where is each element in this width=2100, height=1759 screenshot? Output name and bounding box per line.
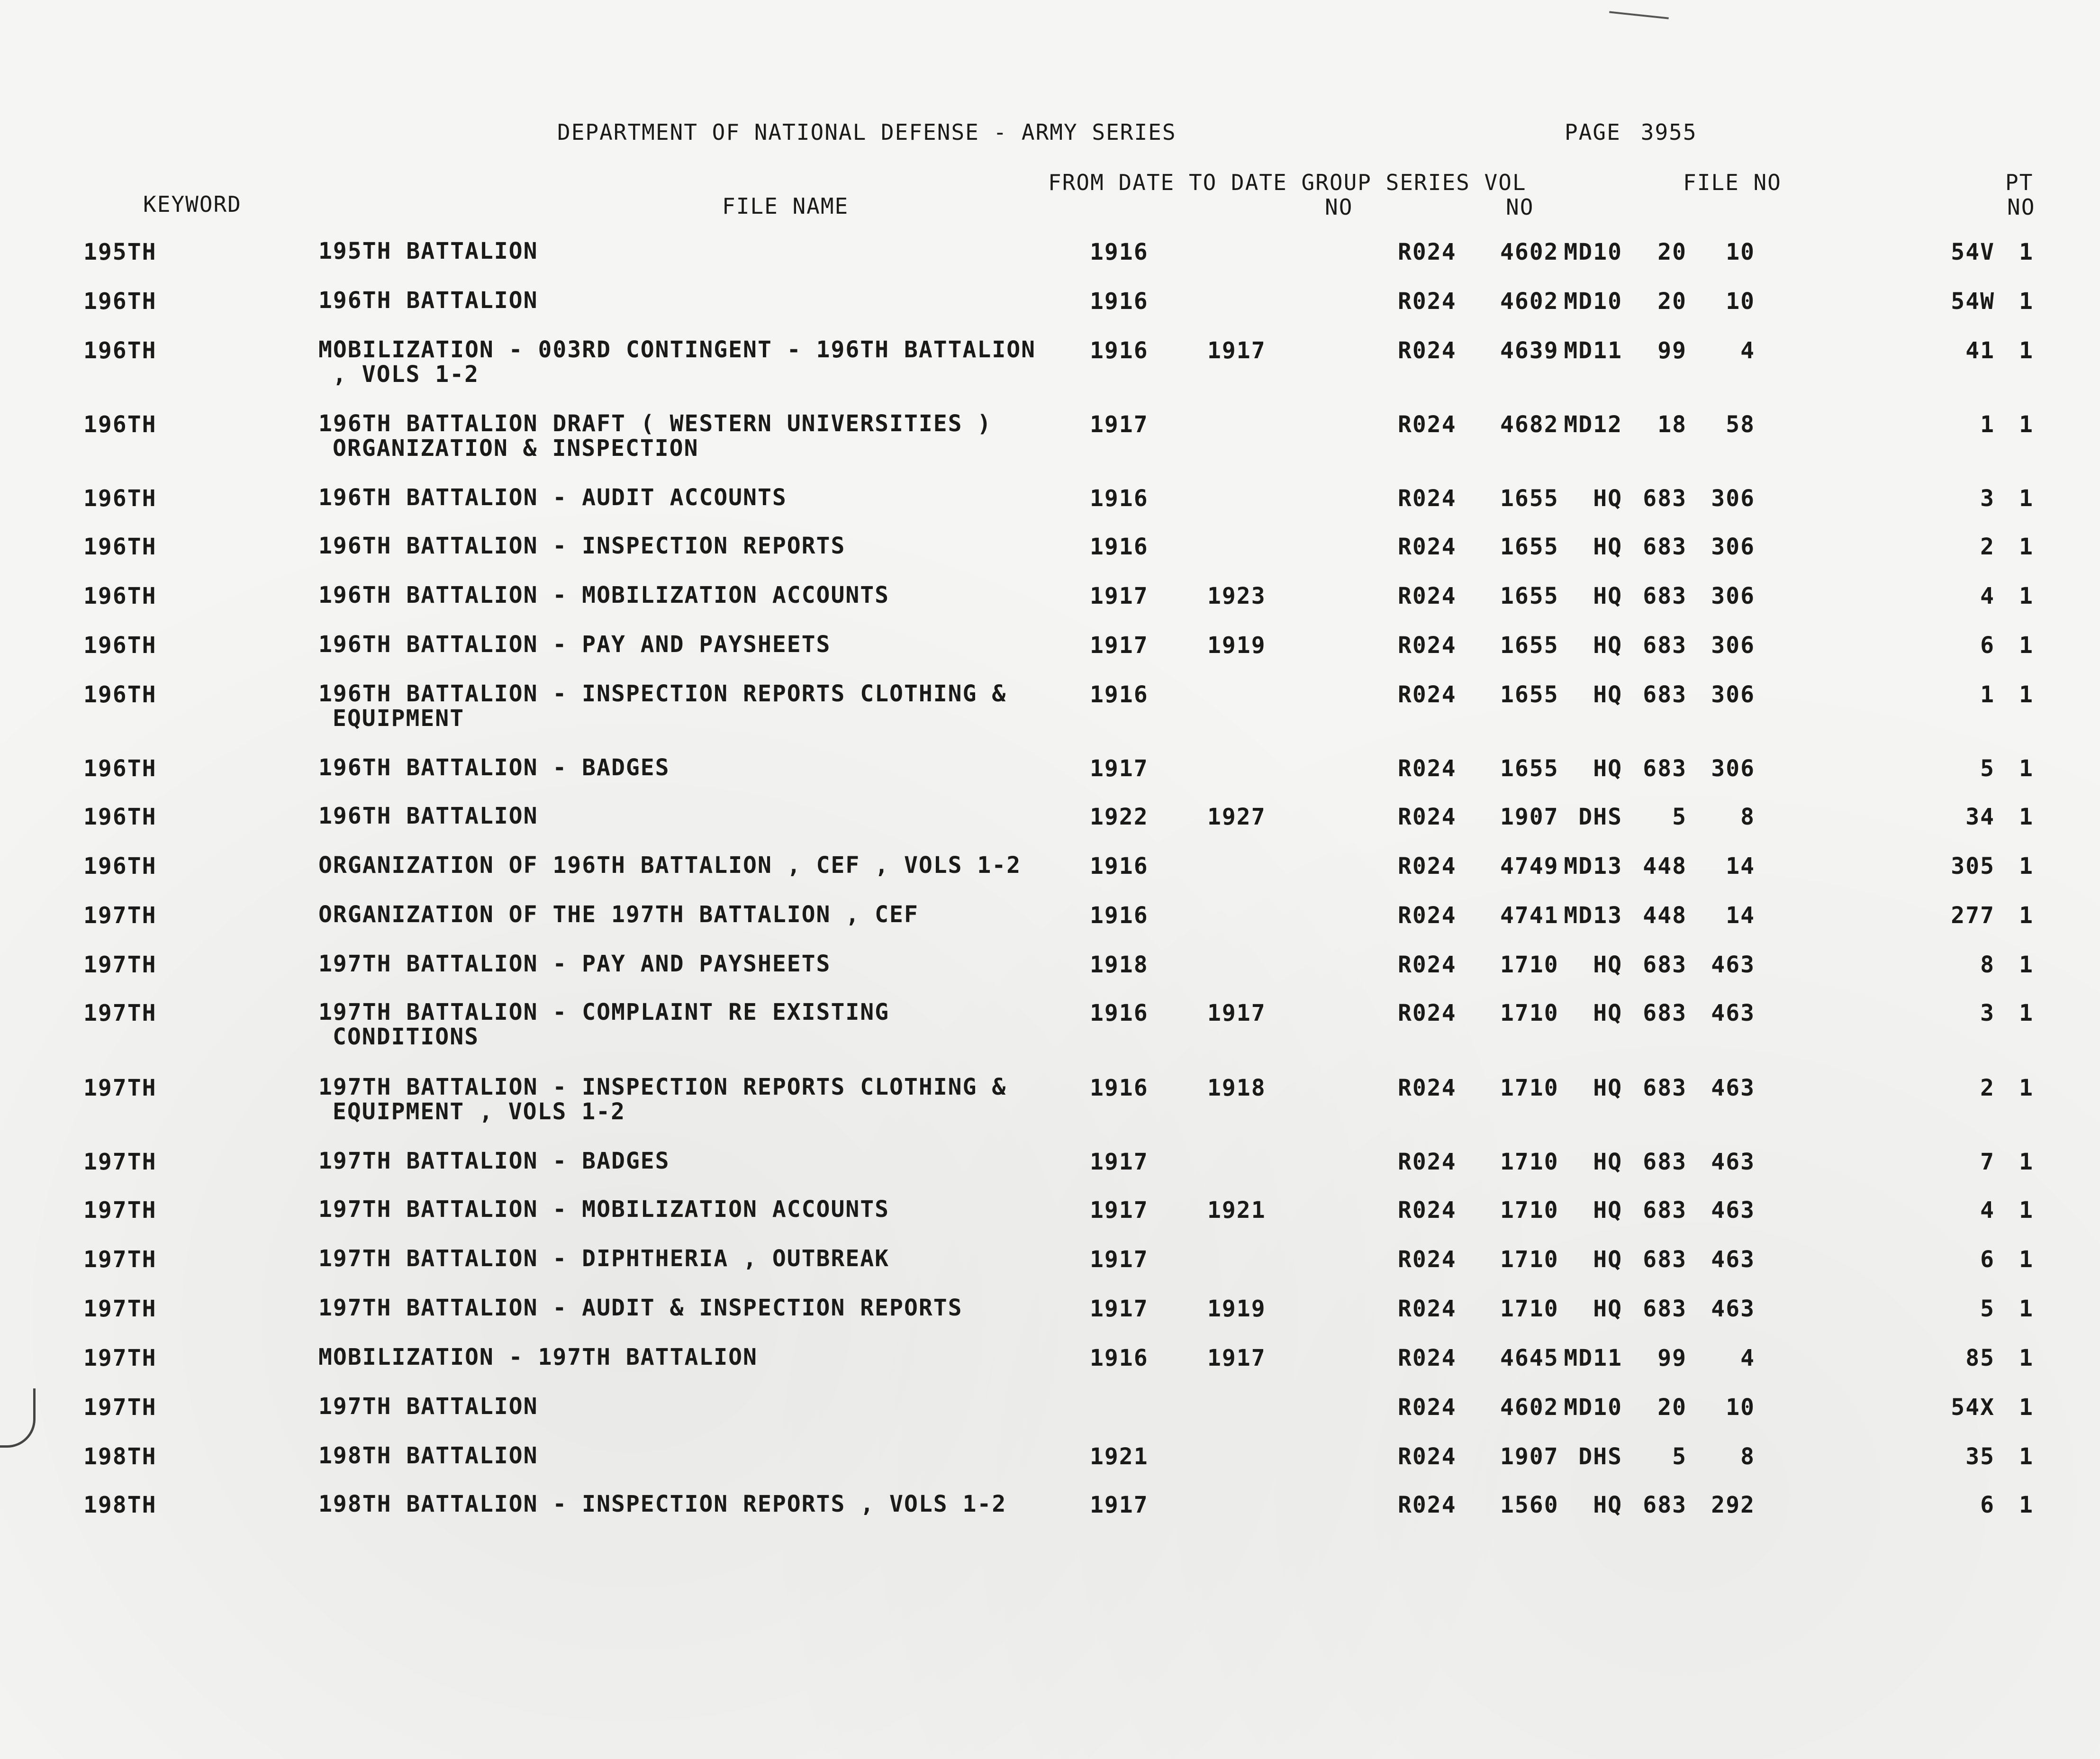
row-pt-no: 1 xyxy=(2019,337,2034,364)
row-file-no-part1: HQ xyxy=(1593,632,1622,659)
row-from-date: 1921 xyxy=(1090,1443,1149,1470)
row-pt-no: 1 xyxy=(2019,1394,2034,1421)
row-file-no-part3: 463 xyxy=(1711,1075,1755,1101)
row-file-name-line1: 198TH BATTALION - INSPECTION REPORTS , VOLS 1-2 xyxy=(318,1491,1007,1517)
row-vol-no: 4682 xyxy=(1500,411,1559,438)
row-pt-no: 1 xyxy=(2019,1246,2034,1273)
row-keyword: 196TH xyxy=(83,534,157,560)
row-file-name-line1: 196TH BATTALION - INSPECTION REPORTS xyxy=(318,533,846,559)
row-to-date: 1921 xyxy=(1207,1197,1266,1224)
row-series: R024 xyxy=(1398,583,1457,609)
row-file-no-part2: 99 xyxy=(1657,337,1687,364)
row-series: R024 xyxy=(1398,952,1457,978)
row-file-name-line1: 196TH BATTALION - MOBILIZATION ACCOUNTS xyxy=(318,582,890,608)
row-file-no-part3: 463 xyxy=(1711,1296,1755,1322)
row-from-date: 1916 xyxy=(1090,485,1149,512)
row-from-date: 1917 xyxy=(1090,632,1149,659)
row-file-no-part4: 6 xyxy=(1980,1246,1995,1273)
row-file-no-part3: 306 xyxy=(1711,681,1755,708)
row-file-no-part2: 99 xyxy=(1657,1345,1687,1371)
row-keyword: 198TH xyxy=(83,1492,157,1518)
row-from-date: 1916 xyxy=(1090,239,1149,265)
row-file-no-part3: 10 xyxy=(1726,288,1755,315)
column-header-pt: PT xyxy=(2005,170,2034,195)
row-file-no-part4: 34 xyxy=(1965,804,1995,830)
row-file-no-part1: HQ xyxy=(1593,1197,1622,1224)
row-vol-no: 1710 xyxy=(1500,952,1559,978)
row-file-name xyxy=(318,1296,963,1320)
row-file-no-part3: 14 xyxy=(1726,853,1755,880)
row-pt-no: 1 xyxy=(2019,1492,2034,1518)
row-series: R024 xyxy=(1398,485,1457,512)
row-vol-no: 1655 xyxy=(1500,681,1559,708)
row-pt-no: 1 xyxy=(2019,1443,2034,1470)
row-file-no-part3: 306 xyxy=(1711,755,1755,782)
row-series: R024 xyxy=(1398,1246,1457,1273)
row-file-no-part2: 683 xyxy=(1643,681,1687,708)
row-file-no-part4: 6 xyxy=(1980,632,1995,659)
row-file-name xyxy=(318,1246,889,1271)
row-keyword: 197TH xyxy=(83,1296,157,1322)
row-file-no-part2: 448 xyxy=(1643,853,1687,880)
row-file-name xyxy=(318,1394,538,1419)
row-file-name xyxy=(318,288,538,313)
row-file-no-part1: HQ xyxy=(1593,485,1622,512)
row-file-no-part2: 683 xyxy=(1643,1197,1687,1224)
row-file-name-line1: 197TH BATTALION - AUDIT & INSPECTION REPORTS xyxy=(318,1295,963,1321)
row-file-name xyxy=(318,534,845,558)
row-pt-no: 1 xyxy=(2019,411,2034,438)
row-file-no-part1: HQ xyxy=(1593,583,1622,609)
row-file-no-part4: 305 xyxy=(1951,853,1995,880)
row-file-name-line1: 197TH BATTALION xyxy=(318,1393,538,1420)
row-file-no-part2: 683 xyxy=(1643,534,1687,560)
row-file-name-line2: CONDITIONS xyxy=(333,1024,479,1050)
page-label: PAGE xyxy=(1565,119,1621,145)
row-keyword: 197TH xyxy=(83,1075,157,1101)
row-file-no-part1: HQ xyxy=(1593,755,1622,782)
row-file-no-part4: 3 xyxy=(1980,485,1995,512)
row-keyword: 196TH xyxy=(83,681,157,708)
row-from-date: 1916 xyxy=(1090,288,1149,315)
row-keyword: 196TH xyxy=(83,337,157,364)
row-pt-no: 1 xyxy=(2019,1149,2034,1175)
page-number-label xyxy=(1565,119,1697,145)
row-file-name xyxy=(318,755,670,780)
row-file-name-line2: EQUIPMENT , VOLS 1-2 xyxy=(333,1098,625,1125)
row-file-no-part1: MD13 xyxy=(1564,902,1622,929)
row-from-date: 1917 xyxy=(1090,1246,1149,1273)
row-keyword: 196TH xyxy=(83,485,157,512)
row-file-no-part1: HQ xyxy=(1593,1075,1622,1101)
row-file-no-part1: MD10 xyxy=(1564,1394,1622,1421)
column-header-pt-no: NO xyxy=(2007,194,2036,220)
row-file-no-part4: 54W xyxy=(1951,288,1995,315)
row-from-date: 1922 xyxy=(1090,804,1149,830)
page-number: 3955 xyxy=(1640,119,1697,145)
row-keyword: 196TH xyxy=(83,755,157,782)
row-file-name xyxy=(318,1443,538,1468)
row-keyword: 197TH xyxy=(83,1197,157,1224)
row-pt-no: 1 xyxy=(2019,1345,2034,1371)
row-file-no-part4: 35 xyxy=(1965,1443,1995,1470)
row-file-name xyxy=(318,1492,1006,1516)
row-file-name xyxy=(318,1197,889,1222)
row-from-date: 1917 xyxy=(1090,755,1149,782)
row-file-no-part4: 85 xyxy=(1965,1345,1995,1371)
row-series: R024 xyxy=(1398,853,1457,880)
row-vol-no: 1710 xyxy=(1500,1000,1559,1026)
row-from-date: 1916 xyxy=(1090,337,1149,364)
row-keyword: 196TH xyxy=(83,583,157,609)
row-from-date: 1917 xyxy=(1090,411,1149,438)
row-file-no-part1: DHS xyxy=(1578,804,1622,830)
row-file-name-line1: 196TH BATTALION - BADGES xyxy=(318,754,670,781)
page-title: DEPARTMENT OF NATIONAL DEFENSE - ARMY SERIES xyxy=(557,119,1177,145)
row-file-no-part3: 14 xyxy=(1726,902,1755,929)
row-keyword: 196TH xyxy=(83,804,157,830)
row-from-date: 1916 xyxy=(1090,534,1149,560)
column-header-group-no: NO xyxy=(1325,194,1353,220)
row-file-no-part3: 463 xyxy=(1711,1149,1755,1175)
row-file-no-part2: 683 xyxy=(1643,632,1687,659)
row-series: R024 xyxy=(1398,1394,1457,1421)
row-file-no-part2: 683 xyxy=(1643,952,1687,978)
row-file-no-part1: HQ xyxy=(1593,534,1622,560)
row-from-date: 1917 xyxy=(1090,583,1149,609)
row-file-no-part1: MD10 xyxy=(1564,288,1622,315)
row-keyword: 197TH xyxy=(83,1149,157,1175)
row-file-no-part3: 463 xyxy=(1711,1197,1755,1224)
row-file-no-part4: 54V xyxy=(1951,239,1995,265)
row-from-date: 1916 xyxy=(1090,681,1149,708)
row-pt-no: 1 xyxy=(2019,1000,2034,1026)
row-file-no-part3: 292 xyxy=(1711,1492,1755,1518)
row-file-no-part1: HQ xyxy=(1593,1000,1622,1026)
row-to-date: 1917 xyxy=(1207,337,1266,364)
row-file-name-line1: MOBILIZATION - 003RD CONTINGENT - 196TH BATTALION xyxy=(318,336,1036,363)
row-file-no-part3: 306 xyxy=(1711,534,1755,560)
row-file-no-part2: 20 xyxy=(1657,288,1687,315)
row-file-name-line2: ORGANIZATION & INSPECTION xyxy=(333,435,699,462)
row-vol-no: 1710 xyxy=(1500,1246,1559,1273)
row-file-no-part4: 41 xyxy=(1965,337,1995,364)
margin-bracket-mark xyxy=(0,1388,36,1448)
row-vol-no: 1560 xyxy=(1500,1492,1559,1518)
row-file-name-line1: 196TH BATTALION - AUDIT ACCOUNTS xyxy=(318,484,787,511)
row-file-no-part4: 7 xyxy=(1980,1149,1995,1175)
row-file-no-part3: 58 xyxy=(1726,411,1755,438)
row-series: R024 xyxy=(1398,1296,1457,1322)
row-pt-no: 1 xyxy=(2019,1075,2034,1101)
row-keyword: 196TH xyxy=(83,853,157,880)
row-keyword: 197TH xyxy=(83,1246,157,1273)
row-from-date: 1917 xyxy=(1090,1197,1149,1224)
row-pt-no: 1 xyxy=(2019,681,2034,708)
row-file-no-part1: HQ xyxy=(1593,681,1622,708)
row-file-name xyxy=(318,804,538,828)
row-file-no-part2: 683 xyxy=(1643,1000,1687,1026)
row-file-no-part4: 5 xyxy=(1980,755,1995,782)
row-pt-no: 1 xyxy=(2019,1296,2034,1322)
row-file-name xyxy=(318,583,889,607)
row-file-no-part3: 4 xyxy=(1740,337,1755,364)
row-series: R024 xyxy=(1398,1492,1457,1518)
pen-mark xyxy=(1609,11,1669,19)
row-file-name xyxy=(318,1149,670,1173)
row-file-no-part4: 4 xyxy=(1980,583,1995,609)
row-pt-no: 1 xyxy=(2019,485,2034,512)
row-series: R024 xyxy=(1398,288,1457,315)
row-series: R024 xyxy=(1398,239,1457,265)
row-file-no-part2: 683 xyxy=(1643,1246,1687,1273)
row-file-name-line1: MOBILIZATION - 197TH BATTALION xyxy=(318,1344,758,1370)
row-vol-no: 1710 xyxy=(1500,1075,1559,1101)
row-file-name xyxy=(318,902,919,927)
row-keyword: 196TH xyxy=(83,632,157,659)
row-pt-no: 1 xyxy=(2019,804,2034,830)
row-vol-no: 4749 xyxy=(1500,853,1559,880)
row-from-date: 1917 xyxy=(1090,1492,1149,1518)
row-keyword: 197TH xyxy=(83,902,157,929)
row-file-name xyxy=(318,337,1036,387)
row-series: R024 xyxy=(1398,804,1457,830)
row-vol-no: 4741 xyxy=(1500,902,1559,929)
row-from-date: 1916 xyxy=(1090,1075,1149,1101)
row-file-no-part4: 8 xyxy=(1980,952,1995,978)
row-file-no-part2: 5 xyxy=(1672,804,1687,830)
row-pt-no: 1 xyxy=(2019,1197,2034,1224)
row-file-name-line1: 195TH BATTALION xyxy=(318,238,538,264)
row-file-name-line1: 196TH BATTALION - INSPECTION REPORTS CLOTHING & xyxy=(318,680,1007,707)
row-to-date: 1917 xyxy=(1207,1345,1266,1371)
row-file-no-part4: 4 xyxy=(1980,1197,1995,1224)
row-file-no-part2: 683 xyxy=(1643,755,1687,782)
row-vol-no: 4639 xyxy=(1500,337,1559,364)
row-series: R024 xyxy=(1398,1197,1457,1224)
row-vol-no: 1710 xyxy=(1500,1149,1559,1175)
row-keyword: 197TH xyxy=(83,1345,157,1371)
row-vol-no: 4645 xyxy=(1500,1345,1559,1371)
row-file-no-part3: 306 xyxy=(1711,632,1755,659)
column-header-file-name: FILE NAME xyxy=(722,193,849,219)
row-pt-no: 1 xyxy=(2019,853,2034,880)
row-file-no-part2: 683 xyxy=(1643,485,1687,512)
row-file-name-line1: 196TH BATTALION xyxy=(318,803,538,829)
row-file-name xyxy=(318,411,992,461)
row-file-no-part1: MD12 xyxy=(1564,411,1622,438)
row-vol-no: 1907 xyxy=(1500,1443,1559,1470)
row-file-no-part3: 463 xyxy=(1711,1000,1755,1026)
row-file-no-part4: 6 xyxy=(1980,1492,1995,1518)
row-file-name-line1: 197TH BATTALION - INSPECTION REPORTS CLOTHING & xyxy=(318,1074,1007,1100)
row-file-no-part4: 1 xyxy=(1980,411,1995,438)
row-vol-no: 1710 xyxy=(1500,1197,1559,1224)
row-to-date: 1919 xyxy=(1207,1296,1266,1322)
row-file-no-part1: MD11 xyxy=(1564,337,1622,364)
row-pt-no: 1 xyxy=(2019,632,2034,659)
row-vol-no: 1655 xyxy=(1500,583,1559,609)
row-file-no-part2: 683 xyxy=(1643,1075,1687,1101)
row-series: R024 xyxy=(1398,534,1457,560)
row-file-no-part3: 463 xyxy=(1711,952,1755,978)
row-keyword: 196TH xyxy=(83,411,157,438)
row-file-no-part4: 54X xyxy=(1951,1394,1995,1421)
row-keyword: 197TH xyxy=(83,952,157,978)
row-from-date: 1918 xyxy=(1090,952,1149,978)
row-file-no-part2: 683 xyxy=(1643,1296,1687,1322)
row-vol-no: 1710 xyxy=(1500,1296,1559,1322)
row-file-no-part2: 20 xyxy=(1657,1394,1687,1421)
row-file-no-part3: 10 xyxy=(1726,239,1755,265)
row-file-no-part2: 20 xyxy=(1657,239,1687,265)
row-file-name xyxy=(318,952,831,976)
row-vol-no: 4602 xyxy=(1500,1394,1559,1421)
row-file-no-part2: 683 xyxy=(1643,1492,1687,1518)
row-file-name-line1: 197TH BATTALION - DIPHTHERIA , OUTBREAK xyxy=(318,1245,890,1272)
row-to-date: 1918 xyxy=(1207,1075,1266,1101)
row-series: R024 xyxy=(1398,755,1457,782)
column-header-vol-no: NO xyxy=(1506,194,1534,220)
row-file-name xyxy=(318,1075,1006,1124)
row-file-no-part3: 8 xyxy=(1740,804,1755,830)
row-pt-no: 1 xyxy=(2019,755,2034,782)
row-file-name-line1: 197TH BATTALION - BADGES xyxy=(318,1148,670,1174)
row-file-no-part1: HQ xyxy=(1593,1296,1622,1322)
row-file-no-part2: 5 xyxy=(1672,1443,1687,1470)
row-file-no-part3: 306 xyxy=(1711,485,1755,512)
row-file-no-part3: 306 xyxy=(1711,583,1755,609)
row-file-no-part4: 5 xyxy=(1980,1296,1995,1322)
row-pt-no: 1 xyxy=(2019,534,2034,560)
row-file-name-line1: ORGANIZATION OF THE 197TH BATTALION , CEF xyxy=(318,901,919,928)
row-file-no-part3: 4 xyxy=(1740,1345,1755,1371)
row-file-no-part2: 18 xyxy=(1657,411,1687,438)
row-file-name-line1: 197TH BATTALION - COMPLAINT RE EXISTING xyxy=(318,999,890,1025)
row-to-date: 1923 xyxy=(1207,583,1266,609)
column-header-dates-group-series-vol: FROM DATE TO DATE GROUP SERIES VOL xyxy=(1048,170,1527,195)
row-file-no-part1: MD11 xyxy=(1564,1345,1622,1371)
row-keyword: 198TH xyxy=(83,1443,157,1470)
row-file-name xyxy=(318,681,1006,731)
row-keyword: 197TH xyxy=(83,1000,157,1026)
row-series: R024 xyxy=(1398,1075,1457,1101)
row-file-no-part1: MD10 xyxy=(1564,239,1622,265)
row-keyword: 196TH xyxy=(83,288,157,315)
row-pt-no: 1 xyxy=(2019,583,2034,609)
row-file-name-line2: , VOLS 1-2 xyxy=(333,361,479,388)
row-file-no-part1: HQ xyxy=(1593,1149,1622,1175)
row-file-no-part4: 3 xyxy=(1980,1000,1995,1026)
row-vol-no: 4602 xyxy=(1500,288,1559,315)
row-file-no-part1: HQ xyxy=(1593,1492,1622,1518)
row-file-no-part4: 277 xyxy=(1951,902,1995,929)
row-series: R024 xyxy=(1398,1345,1457,1371)
row-file-no-part2: 683 xyxy=(1643,583,1687,609)
row-series: R024 xyxy=(1398,411,1457,438)
row-keyword: 197TH xyxy=(83,1394,157,1421)
row-series: R024 xyxy=(1398,337,1457,364)
row-file-name xyxy=(318,1000,889,1049)
row-vol-no: 1655 xyxy=(1500,632,1559,659)
row-file-name-line1: 197TH BATTALION - MOBILIZATION ACCOUNTS xyxy=(318,1196,890,1223)
row-series: R024 xyxy=(1398,632,1457,659)
row-file-name xyxy=(318,1345,758,1369)
row-file-name xyxy=(318,239,538,263)
row-from-date: 1916 xyxy=(1090,1345,1149,1371)
row-file-no-part2: 448 xyxy=(1643,902,1687,929)
row-vol-no: 1655 xyxy=(1500,485,1559,512)
row-vol-no: 4602 xyxy=(1500,239,1559,265)
row-file-no-part4: 2 xyxy=(1980,1075,1995,1101)
row-from-date: 1916 xyxy=(1090,853,1149,880)
row-file-no-part3: 8 xyxy=(1740,1443,1755,1470)
row-file-name-line1: 198TH BATTALION xyxy=(318,1442,538,1469)
row-vol-no: 1655 xyxy=(1500,755,1559,782)
row-pt-no: 1 xyxy=(2019,902,2034,929)
row-series: R024 xyxy=(1398,681,1457,708)
row-file-name-line1: 196TH BATTALION DRAFT ( WESTERN UNIVERSITIES ) xyxy=(318,410,992,437)
row-from-date: 1916 xyxy=(1090,902,1149,929)
row-to-date: 1919 xyxy=(1207,632,1266,659)
row-pt-no: 1 xyxy=(2019,239,2034,265)
row-file-name-line1: 197TH BATTALION - PAY AND PAYSHEETS xyxy=(318,951,831,977)
row-file-name-line2: EQUIPMENT xyxy=(333,705,465,732)
row-keyword: 195TH xyxy=(83,239,157,265)
row-from-date: 1917 xyxy=(1090,1149,1149,1175)
row-file-name-line1: ORGANIZATION OF 196TH BATTALION , CEF , VOLS 1-2 xyxy=(318,852,1022,879)
row-pt-no: 1 xyxy=(2019,288,2034,315)
row-file-name-line1: 196TH BATTALION - PAY AND PAYSHEETS xyxy=(318,631,831,658)
row-from-date: 1916 xyxy=(1090,1000,1149,1026)
column-header-file-no: FILE NO xyxy=(1683,170,1782,195)
row-series: R024 xyxy=(1398,1443,1457,1470)
row-from-date: 1917 xyxy=(1090,1296,1149,1322)
row-series: R024 xyxy=(1398,1000,1457,1026)
column-header-keyword: KEYWORD xyxy=(143,191,242,217)
row-file-name xyxy=(318,485,787,510)
row-file-no-part4: 2 xyxy=(1980,534,1995,560)
row-file-no-part4: 1 xyxy=(1980,681,1995,708)
row-to-date: 1927 xyxy=(1207,804,1266,830)
row-series: R024 xyxy=(1398,902,1457,929)
row-file-name xyxy=(318,853,1021,878)
row-file-no-part1: DHS xyxy=(1578,1443,1622,1470)
row-file-no-part1: HQ xyxy=(1593,1246,1622,1273)
row-pt-no: 1 xyxy=(2019,952,2034,978)
row-file-name-line1: 196TH BATTALION xyxy=(318,287,538,314)
row-file-name xyxy=(318,632,831,657)
row-file-no-part3: 10 xyxy=(1726,1394,1755,1421)
row-vol-no: 1655 xyxy=(1500,534,1559,560)
row-file-no-part1: MD13 xyxy=(1564,853,1622,880)
row-file-no-part3: 463 xyxy=(1711,1246,1755,1273)
row-vol-no: 1907 xyxy=(1500,804,1559,830)
row-file-no-part1: HQ xyxy=(1593,952,1622,978)
row-file-no-part2: 683 xyxy=(1643,1149,1687,1175)
row-to-date: 1917 xyxy=(1207,1000,1266,1026)
row-series: R024 xyxy=(1398,1149,1457,1175)
